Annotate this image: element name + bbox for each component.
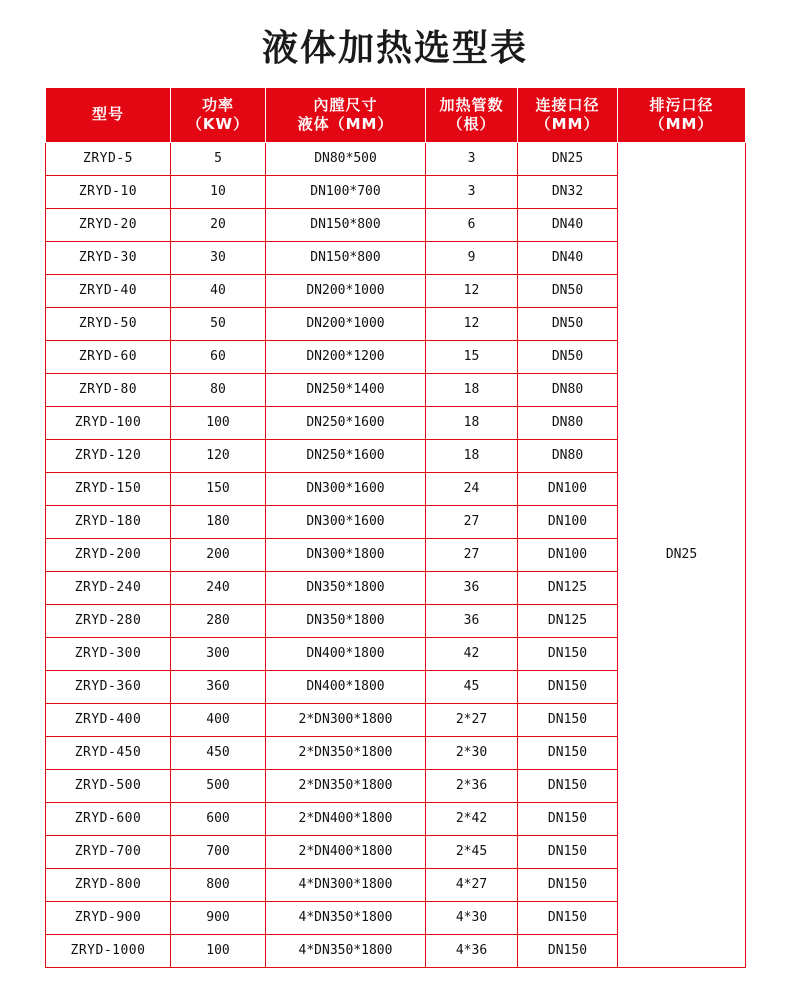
cell-connection-diameter: DN150 <box>518 802 618 835</box>
column-header-tube-count <box>426 88 518 143</box>
cell-model: ZRYD-450 <box>46 736 171 769</box>
cell-inner-size: DN400*1800 <box>266 670 426 703</box>
header-line: 液体（MM） <box>297 114 394 133</box>
cell-tube-count: 3 <box>426 142 518 175</box>
header-line: 连接口径 <box>535 96 600 114</box>
cell-inner-size: 2*DN400*1800 <box>266 835 426 868</box>
cell-connection-diameter: DN40 <box>518 208 618 241</box>
cell-connection-diameter: DN125 <box>518 604 618 637</box>
column-header-drain-diameter <box>618 88 746 143</box>
cell-inner-size: DN150*800 <box>266 241 426 274</box>
cell-power: 150 <box>171 472 266 505</box>
cell-tube-count: 36 <box>426 604 518 637</box>
cell-tube-count: 18 <box>426 373 518 406</box>
header-line: 加热管数 <box>439 96 504 114</box>
table-row <box>46 142 746 175</box>
cell-model: ZRYD-60 <box>46 340 171 373</box>
cell-model: ZRYD-200 <box>46 538 171 571</box>
cell-connection-diameter: DN150 <box>518 934 618 967</box>
liquid-heating-spec-table <box>45 87 746 968</box>
cell-model: ZRYD-360 <box>46 670 171 703</box>
cell-connection-diameter: DN100 <box>518 505 618 538</box>
cell-power: 500 <box>171 769 266 802</box>
cell-model: ZRYD-500 <box>46 769 171 802</box>
cell-power: 700 <box>171 835 266 868</box>
cell-connection-diameter: DN150 <box>518 868 618 901</box>
cell-inner-size: DN150*800 <box>266 208 426 241</box>
cell-inner-size: DN250*1600 <box>266 439 426 472</box>
header-line: 型号 <box>91 105 124 124</box>
cell-connection-diameter: DN150 <box>518 703 618 736</box>
table-container <box>0 87 790 968</box>
cell-power: 400 <box>171 703 266 736</box>
cell-connection-diameter: DN80 <box>518 406 618 439</box>
cell-inner-size: 2*DN400*1800 <box>266 802 426 835</box>
cell-model: ZRYD-5 <box>46 142 171 175</box>
cell-inner-size: DN200*1000 <box>266 274 426 307</box>
header-line: （KW） <box>186 114 250 133</box>
cell-inner-size: DN350*1800 <box>266 571 426 604</box>
cell-tube-count: 9 <box>426 241 518 274</box>
cell-power: 10 <box>171 175 266 208</box>
cell-tube-count: 4*27 <box>426 868 518 901</box>
cell-model: ZRYD-280 <box>46 604 171 637</box>
cell-power: 900 <box>171 901 266 934</box>
cell-connection-diameter: DN150 <box>518 670 618 703</box>
cell-model: ZRYD-80 <box>46 373 171 406</box>
cell-model: ZRYD-240 <box>46 571 171 604</box>
table-header <box>46 88 746 143</box>
cell-model: ZRYD-100 <box>46 406 171 439</box>
cell-connection-diameter: DN80 <box>518 373 618 406</box>
cell-tube-count: 2*45 <box>426 835 518 868</box>
cell-inner-size: DN300*1600 <box>266 472 426 505</box>
header-line: （根） <box>447 114 496 133</box>
cell-power: 360 <box>171 670 266 703</box>
cell-power: 280 <box>171 604 266 637</box>
cell-tube-count: 27 <box>426 538 518 571</box>
cell-power: 100 <box>171 406 266 439</box>
cell-power: 40 <box>171 274 266 307</box>
cell-tube-count: 18 <box>426 406 518 439</box>
cell-model: ZRYD-1000 <box>46 934 171 967</box>
cell-tube-count: 2*36 <box>426 769 518 802</box>
cell-power: 5 <box>171 142 266 175</box>
cell-inner-size: 4*DN350*1800 <box>266 934 426 967</box>
cell-tube-count: 36 <box>426 571 518 604</box>
cell-model: ZRYD-10 <box>46 175 171 208</box>
cell-inner-size: DN300*1600 <box>266 505 426 538</box>
cell-inner-size: DN80*500 <box>266 142 426 175</box>
cell-inner-size: DN250*1600 <box>266 406 426 439</box>
cell-model: ZRYD-30 <box>46 241 171 274</box>
cell-tube-count: 3 <box>426 175 518 208</box>
cell-power: 240 <box>171 571 266 604</box>
cell-connection-diameter: DN50 <box>518 274 618 307</box>
cell-power: 60 <box>171 340 266 373</box>
cell-inner-size: 2*DN350*1800 <box>266 736 426 769</box>
cell-tube-count: 27 <box>426 505 518 538</box>
cell-power: 80 <box>171 373 266 406</box>
cell-power: 180 <box>171 505 266 538</box>
cell-inner-size: DN250*1400 <box>266 373 426 406</box>
column-header-inner-size <box>266 88 426 143</box>
cell-model: ZRYD-20 <box>46 208 171 241</box>
cell-connection-diameter: DN150 <box>518 736 618 769</box>
cell-connection-diameter: DN150 <box>518 769 618 802</box>
column-header-power <box>171 88 266 143</box>
cell-inner-size: DN100*700 <box>266 175 426 208</box>
cell-connection-diameter: DN50 <box>518 307 618 340</box>
cell-inner-size: DN400*1800 <box>266 637 426 670</box>
cell-connection-diameter: DN80 <box>518 439 618 472</box>
cell-connection-diameter: DN25 <box>518 142 618 175</box>
cell-drain-diameter: DN25 <box>618 142 746 967</box>
cell-model: ZRYD-120 <box>46 439 171 472</box>
cell-power: 300 <box>171 637 266 670</box>
page-title: 液体加热选型表 <box>261 28 528 69</box>
cell-connection-diameter: DN150 <box>518 835 618 868</box>
cell-model: ZRYD-300 <box>46 637 171 670</box>
cell-model: ZRYD-50 <box>46 307 171 340</box>
cell-tube-count: 2*27 <box>426 703 518 736</box>
cell-connection-diameter: DN125 <box>518 571 618 604</box>
header-line: 功率 <box>201 96 234 114</box>
cell-connection-diameter: DN50 <box>518 340 618 373</box>
cell-inner-size: 4*DN300*1800 <box>266 868 426 901</box>
cell-model: ZRYD-700 <box>46 835 171 868</box>
cell-tube-count: 42 <box>426 637 518 670</box>
header-line: 內膛尺寸 <box>313 96 378 114</box>
cell-tube-count: 2*42 <box>426 802 518 835</box>
column-header-connection-diameter <box>518 88 618 143</box>
cell-tube-count: 4*36 <box>426 934 518 967</box>
cell-model: ZRYD-400 <box>46 703 171 736</box>
cell-inner-size: 4*DN350*1800 <box>266 901 426 934</box>
table-header-row <box>46 88 746 143</box>
cell-connection-diameter: DN100 <box>518 538 618 571</box>
cell-tube-count: 15 <box>426 340 518 373</box>
cell-tube-count: 4*30 <box>426 901 518 934</box>
cell-power: 450 <box>171 736 266 769</box>
cell-tube-count: 12 <box>426 307 518 340</box>
cell-model: ZRYD-180 <box>46 505 171 538</box>
cell-tube-count: 45 <box>426 670 518 703</box>
cell-connection-diameter: DN32 <box>518 175 618 208</box>
cell-power: 100 <box>171 934 266 967</box>
cell-inner-size: DN300*1800 <box>266 538 426 571</box>
cell-power: 120 <box>171 439 266 472</box>
cell-tube-count: 12 <box>426 274 518 307</box>
cell-inner-size: DN350*1800 <box>266 604 426 637</box>
cell-model: ZRYD-900 <box>46 901 171 934</box>
cell-power: 200 <box>171 538 266 571</box>
cell-inner-size: 2*DN300*1800 <box>266 703 426 736</box>
header-line: （MM） <box>535 114 600 133</box>
cell-connection-diameter: DN150 <box>518 901 618 934</box>
cell-model: ZRYD-40 <box>46 274 171 307</box>
cell-tube-count: 6 <box>426 208 518 241</box>
cell-inner-size: DN200*1000 <box>266 307 426 340</box>
cell-connection-diameter: DN100 <box>518 472 618 505</box>
cell-model: ZRYD-600 <box>46 802 171 835</box>
cell-connection-diameter: DN40 <box>518 241 618 274</box>
cell-tube-count: 2*30 <box>426 736 518 769</box>
cell-inner-size: 2*DN350*1800 <box>266 769 426 802</box>
header-line: 排污口径 <box>649 96 714 114</box>
cell-tube-count: 18 <box>426 439 518 472</box>
cell-power: 30 <box>171 241 266 274</box>
cell-connection-diameter: DN150 <box>518 637 618 670</box>
cell-tube-count: 24 <box>426 472 518 505</box>
cell-power: 800 <box>171 868 266 901</box>
cell-power: 20 <box>171 208 266 241</box>
column-header-model <box>46 88 171 143</box>
cell-inner-size: DN200*1200 <box>266 340 426 373</box>
cell-model: ZRYD-800 <box>46 868 171 901</box>
cell-power: 600 <box>171 802 266 835</box>
table-body <box>46 142 746 967</box>
header-line: （MM） <box>649 114 714 133</box>
cell-model: ZRYD-150 <box>46 472 171 505</box>
cell-power: 50 <box>171 307 266 340</box>
